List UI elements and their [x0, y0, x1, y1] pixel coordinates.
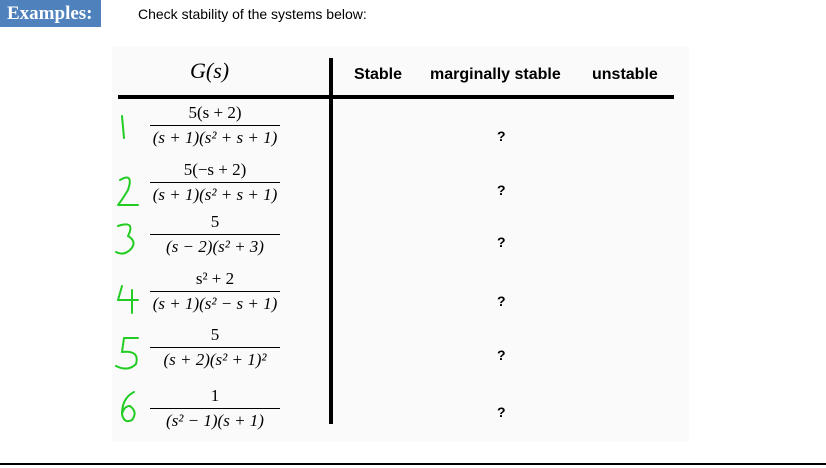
transfer-function-4: s² + 2 (s + 1)(s² − s + 1)	[150, 269, 280, 314]
transfer-function-3: 5 (s − 2)(s² + 3)	[150, 212, 280, 257]
hand-number-4	[118, 286, 138, 313]
header-stable: Stable	[354, 66, 403, 83]
handwritten-row-numbers	[108, 108, 158, 438]
column-divider	[329, 58, 333, 424]
hand-number-5	[116, 338, 138, 369]
transfer-function-2: 5(−s + 2) (s + 1)(s² + s + 1)	[150, 160, 280, 205]
hand-number-6	[122, 392, 135, 421]
answer-2: ?	[497, 182, 506, 198]
examples-badge: Examples:	[0, 0, 101, 27]
hand-number-1	[122, 116, 124, 138]
hand-number-2	[118, 178, 138, 205]
transfer-function-1: 5(s + 2) (s + 1)(s² + s + 1)	[150, 103, 280, 148]
answer-1: ?	[497, 128, 506, 144]
header-transfer-function: G(s)	[190, 58, 230, 83]
hand-number-3	[116, 224, 134, 253]
answer-6: ?	[497, 404, 506, 420]
header-divider	[118, 95, 674, 99]
transfer-function-5: 5 (s + 2)(s² + 1)²	[150, 325, 280, 370]
answer-5: ?	[497, 347, 506, 363]
transfer-function-6: 1 (s² − 1)(s + 1)	[150, 386, 280, 431]
header-marginally-stable: marginally stable	[430, 66, 561, 83]
answer-3: ?	[497, 234, 506, 250]
bottom-rule	[0, 463, 826, 465]
header-unstable: unstable	[592, 66, 658, 83]
answer-4: ?	[497, 293, 506, 309]
instruction-text: Check stability of the systems below:	[138, 6, 367, 22]
